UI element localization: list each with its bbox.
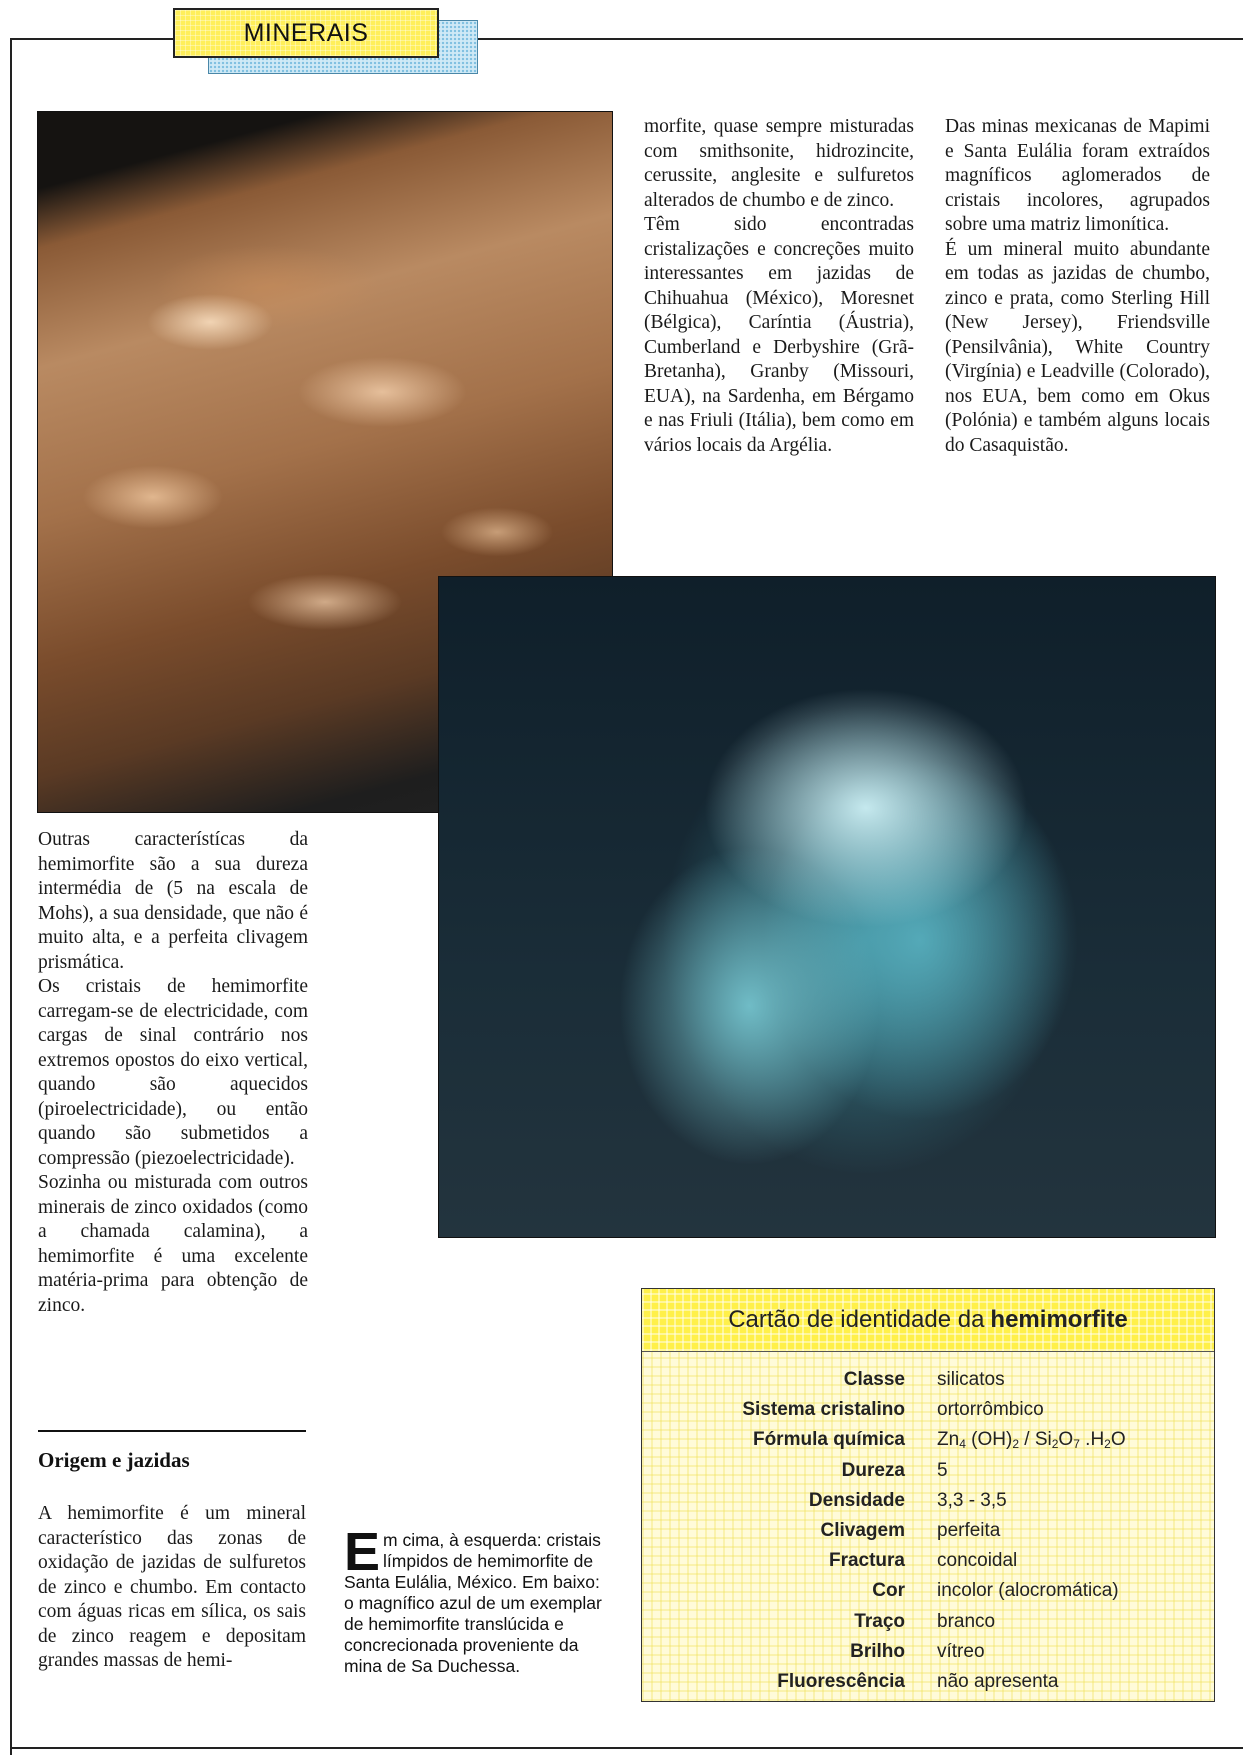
id-key: Fórmula química [752, 1429, 905, 1451]
section-tab: MINERAIS [173, 8, 439, 58]
id-row-traco [642, 1607, 1214, 1637]
paragraph: morfite, quase sempre misturadas com smithsonite, hidrozincite, cerussite, anglesite e sulfuretos alterados de chumbo e de zinco. [644, 116, 914, 211]
id-row-sistema [642, 1395, 1214, 1425]
id-row-fluorescencia [642, 1667, 1214, 1697]
id-key: Dureza [841, 1459, 905, 1481]
id-value: perfeita [937, 1520, 1001, 1542]
section-heading-origem: Origem e jazidas [38, 1448, 190, 1472]
id-row-clivagem [642, 1516, 1214, 1546]
paragraph: Têm sido encontradas cristalizações e concreções muito interessantes em jazidas de Chihuahua (México), Moresnet (Bélgica), Caríntia (Áustria), Cumberland e Derbyshire (Grã-Bretanha), Granby (Missouri, EUA), na Sardenha, em Bérgamo e nas Friuli (Itália), bem como em vários locais da Argélia. [644, 214, 914, 456]
section-divider [38, 1430, 306, 1432]
id-value: 3,3 - 3,5 [937, 1489, 1007, 1511]
origem-body [38, 1502, 306, 1674]
id-key: Fluorescência [777, 1670, 905, 1692]
id-value: concoidal [937, 1550, 1018, 1572]
id-card-table [642, 1365, 1214, 1697]
caption-text: m cima, à esquerda: cristais límpidos de hemimorfite de Santa Eulália, México. Em baixo: o magnífico azul de um exemplar de hemimorfite translúcida e concrecionada proveniente da mina de Sa Duchessa. [344, 1530, 602, 1676]
id-value: silicatos [937, 1369, 1005, 1391]
paragraph: Os cristais de hemimorfite carregam-se de electricidade, com cargas de sinal contrário nos extremos opostos do eixo vertical, quando são aquecidos (piroelectricidade), ou então quando são submetidos a compressão (piezoelectricidade). [38, 976, 308, 1169]
id-value-formula: $Zn_4$ $(OH)_2 / Si_2O_7$ $.H_2O$ [937, 1429, 1126, 1452]
page-frame-left [10, 38, 12, 1755]
id-row-classe [642, 1365, 1214, 1395]
paragraph: Outras característícas da hemimorfite são a sua dureza intermédia de (5 na escala de Mohs), a sua densidade, que não é muito alta, e a perfeita clivagem prismática. [38, 829, 308, 973]
id-value: ortorrômbico [937, 1399, 1044, 1421]
paragraph: Sozinha ou misturada com outros minerais de zinco oxidados (como a chamada calamina), a hemimorfite é uma excelente matéria-prima para obtenção de zinco. [38, 1172, 308, 1316]
id-value: 5 [937, 1459, 948, 1481]
id-key: Traço [854, 1610, 905, 1632]
caption-dropcap: E [344, 1522, 381, 1582]
id-key: Densidade [808, 1489, 905, 1511]
photo-caption [344, 1522, 612, 1677]
photo-hemimorphite-blue-specimen [438, 576, 1216, 1238]
id-key: Fractura [828, 1550, 905, 1572]
id-key: Classe [843, 1369, 905, 1391]
id-value: branco [937, 1610, 996, 1632]
id-row-brilho [642, 1637, 1214, 1667]
id-card [641, 1288, 1215, 1702]
paragraph: É um mineral muito abundante em todas as jazidas de chumbo, zinco e prata, como Sterling Hill (New Jersey), Friendsville (Pensilvânia), White Country (Virgínia) e Leadville (Colorado), nos EUA, bem como em Okus (Polónia) e também alguns locais do Casaquistão. [945, 238, 1210, 456]
id-card-title [642, 1289, 1214, 1352]
id-row-fractura [642, 1546, 1214, 1576]
id-card-title-mineral: hemimorfite [990, 1306, 1128, 1333]
id-key: Cor [872, 1580, 905, 1602]
text-column-middle [644, 115, 914, 458]
id-row-cor [642, 1576, 1214, 1606]
text-column-left [38, 828, 308, 1318]
id-value: vítreo [937, 1640, 985, 1662]
id-value: não apresenta [937, 1670, 1059, 1692]
page-frame-bottom [10, 1747, 1243, 1749]
id-key: Clivagem [820, 1520, 905, 1542]
id-row-dureza [642, 1456, 1214, 1486]
id-key: Brilho [850, 1640, 905, 1662]
id-key: Sistema cristalino [742, 1399, 905, 1421]
id-value: incolor (alocromática) [937, 1580, 1119, 1602]
paragraph: A hemimorfite é um mineral característico das zonas de oxidação de jazidas de sulfuretos de zinco e chumbo. Em contacto com águas ricas em sílica, os sais de zinco reagem e depositam grandes massas de hemi- [38, 1503, 306, 1671]
text-column-right [945, 115, 1210, 458]
id-row-formula [642, 1425, 1214, 1455]
id-card-title-prefix: Cartão de identidade da [728, 1306, 985, 1333]
paragraph: Das minas mexicanas de Mapimi e Santa Eulália foram extraídos magníficos aglomerados de cristais incolores, agrupados sobre uma matriz limonítica. [945, 116, 1210, 235]
id-row-densidade [642, 1486, 1214, 1516]
